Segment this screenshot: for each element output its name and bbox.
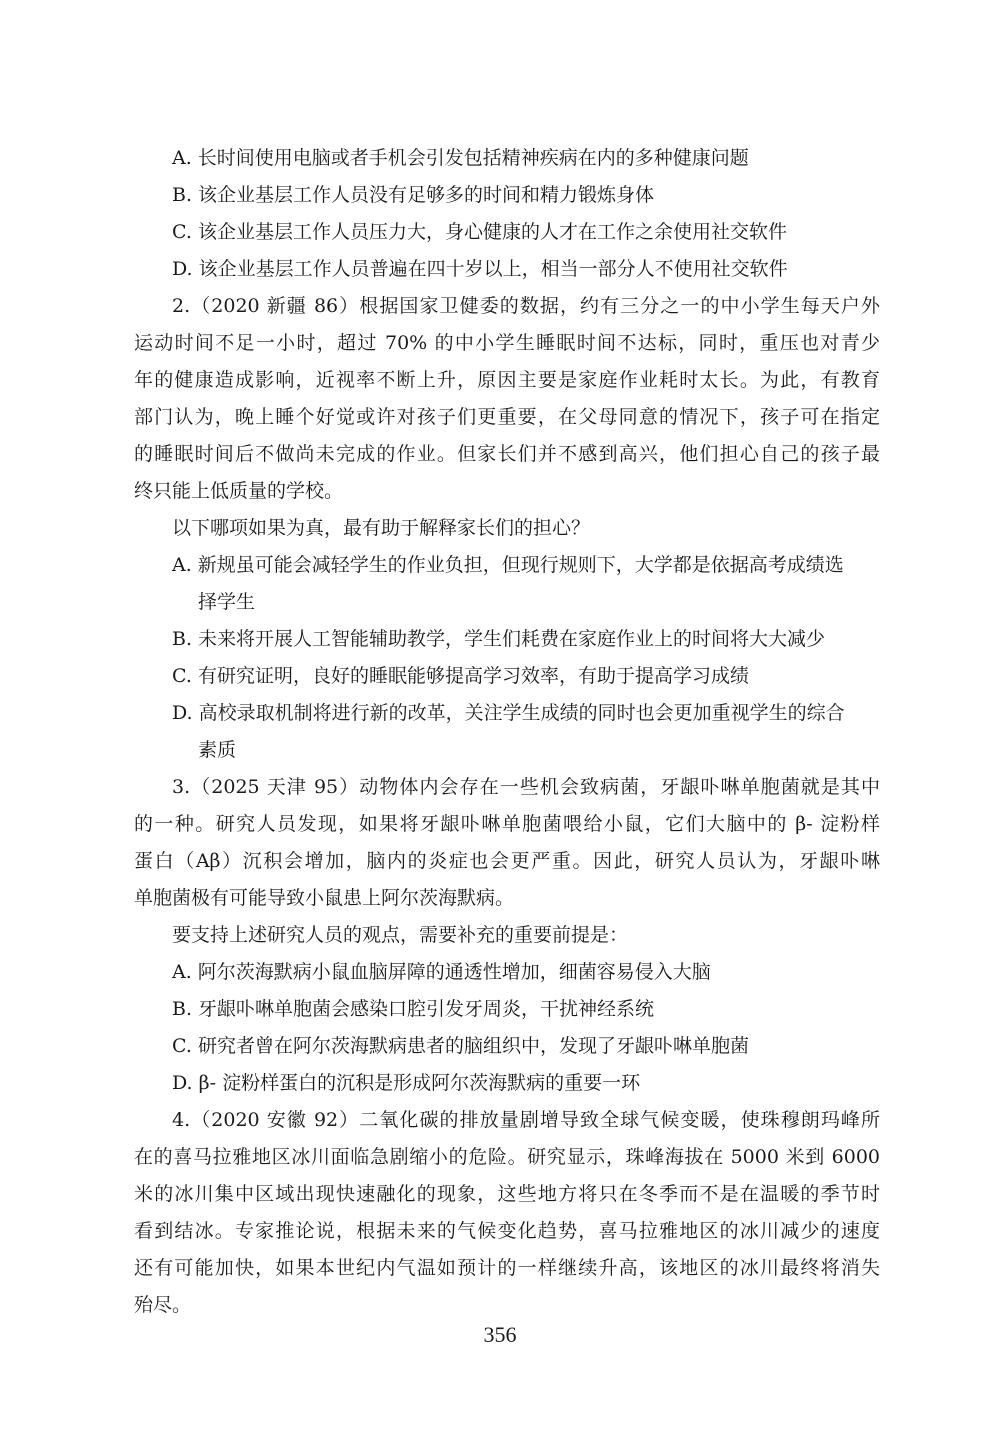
q2-option-c: C. 有研究证明，良好的睡眠能够提高学习效率，有助于提高学习成绩 bbox=[172, 665, 749, 687]
q3-option-b: B. 牙龈卟啉单胞菌会感染口腔引发牙周炎，干扰神经系统 bbox=[172, 998, 655, 1020]
q3-stem-line: 蛋白（Aβ）沉积会增加，脑内的炎症也会更严重。因此，研究人员认为，牙龈卟啉 bbox=[134, 850, 880, 872]
q2-stem-line: 2.（2020 新疆 86）根据国家卫健委的数据，约有三分之一的中小学生每天户外 bbox=[172, 295, 880, 317]
q3-prompt: 要支持上述研究人员的观点，需要补充的重要前提是： bbox=[172, 924, 629, 946]
q1-option-d: D. 该企业基层工作人员普遍在四十岁以上，相当一部分人不使用社交软件 bbox=[172, 258, 788, 280]
q2-option-d: D. 高校录取机制将进行新的改革，关注学生成绩的同时也会更加重视学生的综合 bbox=[172, 702, 845, 724]
q4-stem-line: 米的冰川集中区域出现快速融化的现象，这些地方将只在冬季而不是在温暖的季节时 bbox=[134, 1183, 880, 1205]
q2-option-d-continued: 素质 bbox=[198, 739, 237, 761]
q3-option-c: C. 研究者曾在阿尔茨海默病患者的脑组织中，发现了牙龈卟啉单胞菌 bbox=[172, 1035, 749, 1057]
q1-option-a: A. 长时间使用电脑或者手机会引发包括精神疾病在内的多种健康问题 bbox=[172, 147, 749, 169]
q2-option-a-continued: 择学生 bbox=[198, 591, 256, 613]
q2-option-a: A. 新规虽可能会减轻学生的作业负担，但现行规则下，大学都是依据高考成绩选 bbox=[172, 554, 844, 576]
q4-stem-line: 殆尽。 bbox=[134, 1294, 192, 1316]
q2-stem-line: 运动时间不足一小时，超过 70% 的中小学生睡眠时间不达标，同时，重压也对青少 bbox=[134, 332, 880, 354]
q2-stem-line: 部门认为，晚上睡个好觉或许对孩子们更重要，在父母同意的情况下，孩子可在指定 bbox=[134, 406, 880, 428]
q2-stem-line: 的睡眠时间后不做尚未完成的作业。但家长们并不感到高兴，他们担心自己的孩子最 bbox=[134, 443, 880, 465]
q4-stem-line: 还有可能加快，如果本世纪内气温如预计的一样继续升高，该地区的冰川最终将消失 bbox=[134, 1257, 880, 1279]
q4-stem-line: 4.（2020 安徽 92）二氧化碳的排放量剧增导致全球气候变暖，使珠穆朗玛峰所 bbox=[172, 1109, 880, 1131]
q4-stem-line: 在的喜马拉雅地区冰川面临急剧缩小的危险。研究显示，珠峰海拔在 5000 米到 6000 bbox=[134, 1146, 880, 1168]
q3-stem-line: 单胞菌极有可能导致小鼠患上阿尔茨海默病。 bbox=[134, 887, 515, 909]
q2-option-b: B. 未来将开展人工智能辅助教学，学生们耗费在家庭作业上的时间将大大减少 bbox=[172, 628, 826, 650]
q2-stem-line: 年的健康造成影响，近视率不断上升，原因主要是家庭作业耗时太长。为此，有教育 bbox=[134, 369, 880, 391]
q2-prompt: 以下哪项如果为真，最有助于解释家长们的担心？ bbox=[172, 517, 591, 539]
page-number: 356 bbox=[483, 1322, 517, 1347]
q2-stem-line: 终只能上低质量的学校。 bbox=[134, 480, 344, 502]
q3-option-d: D. β- 淀粉样蛋白的沉积是形成阿尔茨海默病的重要一环 bbox=[172, 1072, 641, 1094]
q3-option-a: A. 阿尔茨海默病小鼠血脑屏障的通透性增加，细菌容易侵入大脑 bbox=[172, 961, 711, 983]
q1-option-b: B. 该企业基层工作人员没有足够多的时间和精力锻炼身体 bbox=[172, 184, 655, 206]
page-content bbox=[134, 140, 880, 1324]
q1-option-c: C. 该企业基层工作人员压力大，身心健康的人才在工作之余使用社交软件 bbox=[172, 221, 787, 243]
q4-stem-line: 看到结冰。专家推论说，根据未来的气候变化趋势，喜马拉雅地区的冰川减少的速度 bbox=[134, 1220, 880, 1242]
q3-stem-line: 3.（2025 天津 95）动物体内会存在一些机会致病菌，牙龈卟啉单胞菌就是其中 bbox=[172, 776, 880, 798]
q3-stem-line: 的一种。研究人员发现，如果将牙龈卟啉单胞菌喂给小鼠，它们大脑中的 β- 淀粉样 bbox=[134, 813, 880, 835]
